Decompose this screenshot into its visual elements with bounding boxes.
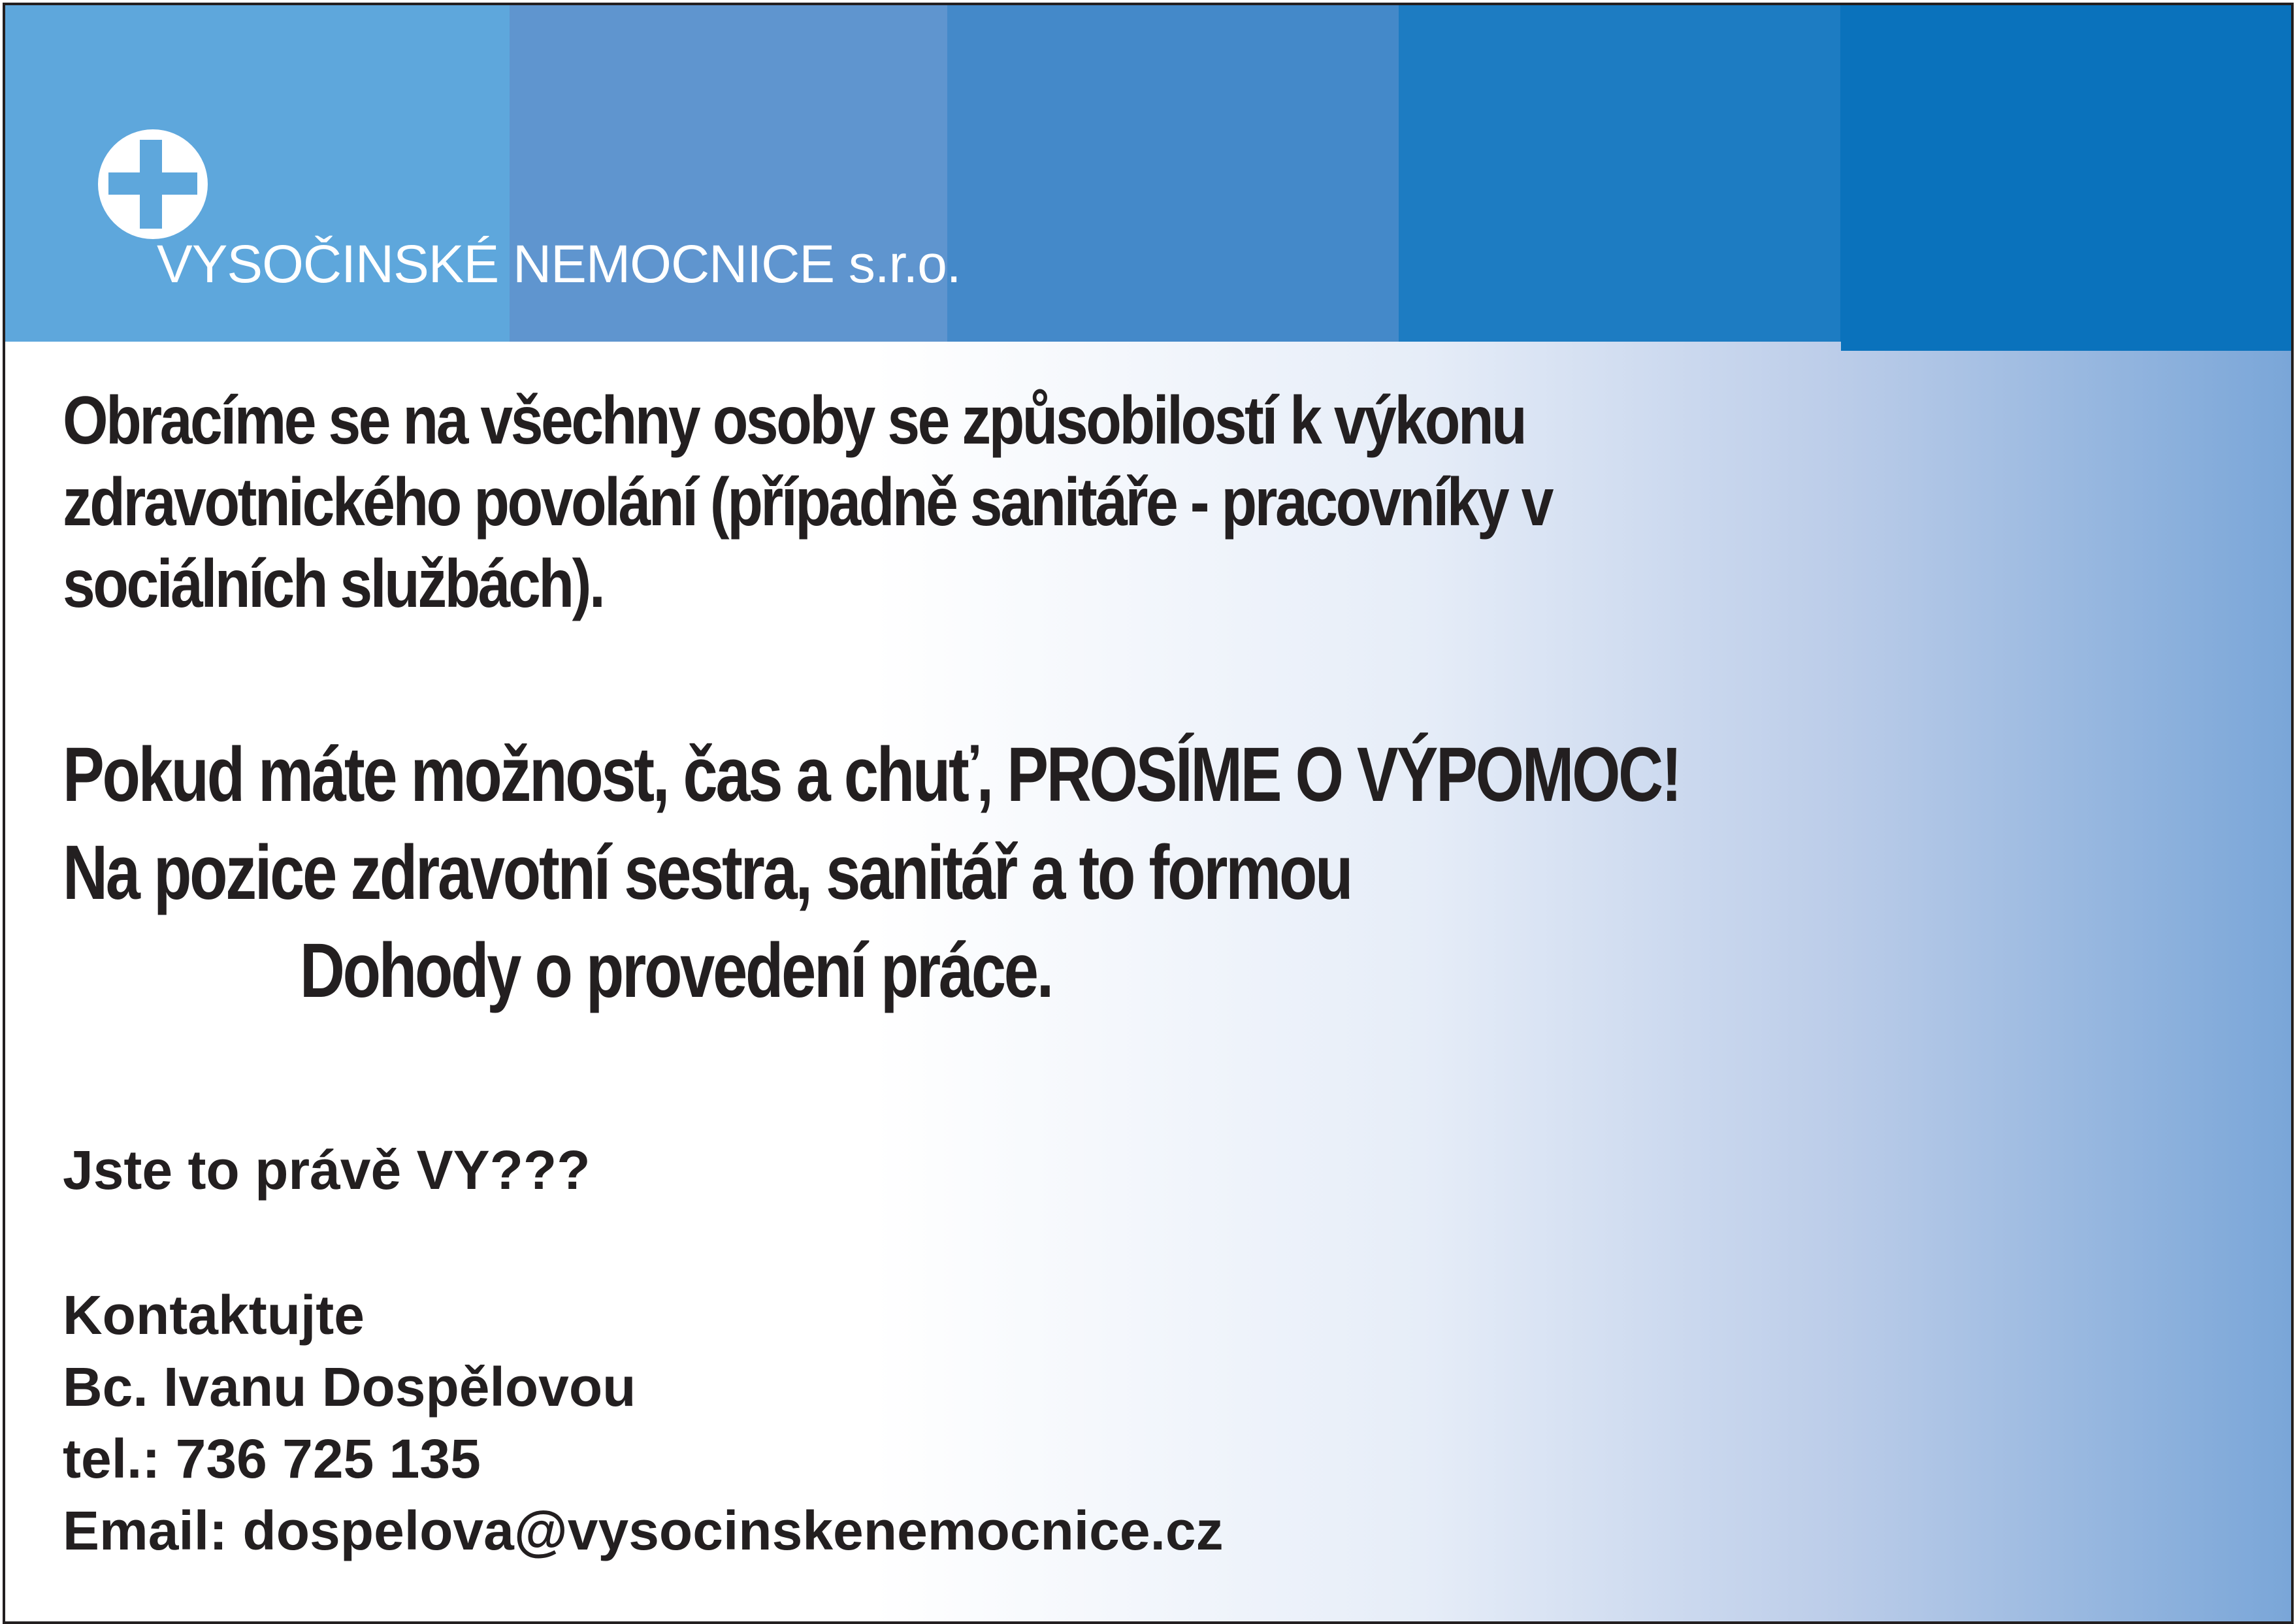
intro-line: Obracíme se na všechny osoby se způsobilostí k výkonu [63, 383, 1525, 459]
question-line: Jste to právě VY??? [63, 1139, 591, 1201]
intro-line: zdravotnického povolání (případně sanitáře - pracovníky v [63, 464, 1552, 540]
contact-phone: tel.: 736 725 135 [63, 1428, 481, 1489]
contact-email: Email: dospelova@vysocinskenemocnice.cz [63, 1500, 1224, 1561]
appeal-line: Pokud máte možnost, čas a chuť, PROSÍME O VÝPOMOC! [63, 732, 1680, 818]
intro-paragraph [63, 380, 1861, 625]
company-name: VYSOČINSKÉ NEMOCNICE s.r.o. [157, 235, 961, 294]
contact-heading: Kontaktujte [63, 1284, 365, 1346]
appeal-line: Na pozice zdravotní sestra, sanitář a to formou [63, 830, 1352, 916]
appeal-line: Dohody o provedení práce. [299, 928, 1052, 1014]
medical-cross-icon [97, 128, 209, 240]
header-band [1841, 342, 2291, 351]
header-band [1840, 5, 2291, 342]
intro-line: sociálních službách). [63, 546, 604, 622]
contact-name: Bc. Ivanu Dospělovou [63, 1356, 636, 1418]
header-band [1399, 5, 1840, 342]
appeal-paragraph [63, 726, 1862, 1020]
header-band [947, 5, 1399, 342]
flyer [3, 3, 2294, 1624]
contact-block [63, 1279, 1224, 1567]
